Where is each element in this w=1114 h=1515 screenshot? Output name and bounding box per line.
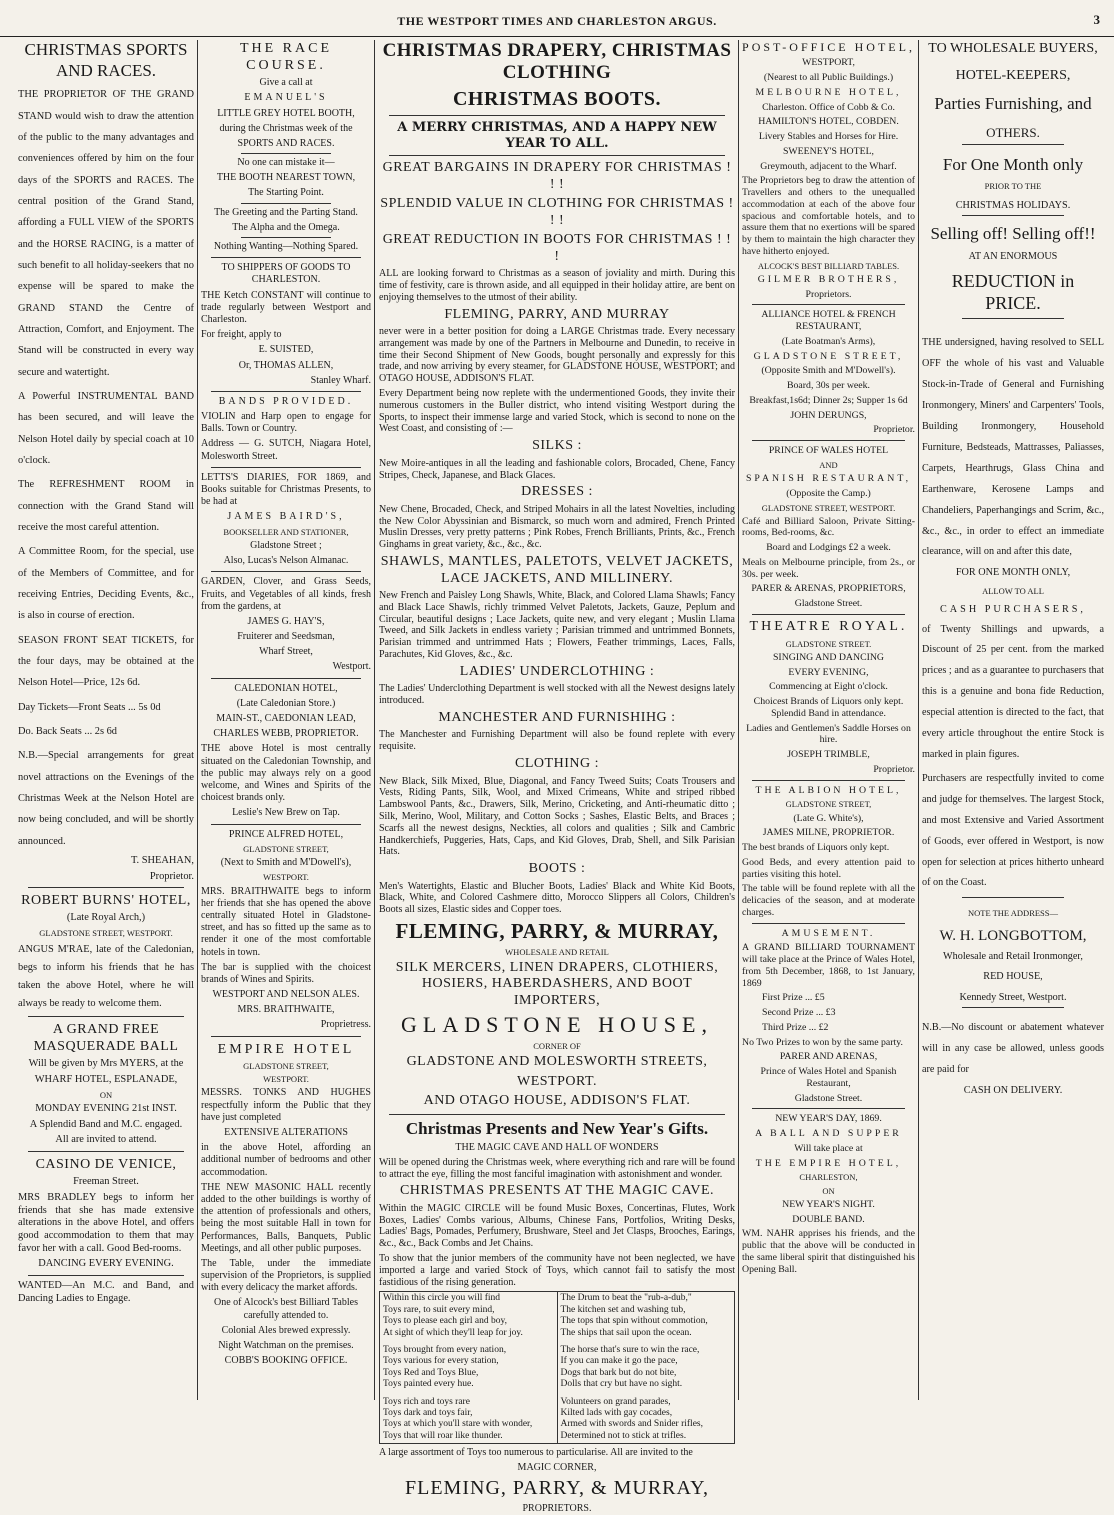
ad-text: THE above Hotel is most centrally situated on the Caledonian Township, and the public may always rely on a good welcome, and Wines and Spirits of the choicest brands only. — [201, 743, 371, 804]
ad-text: Café and Billiard Saloon, Private Sitting-rooms, Bed-rooms, &c. — [742, 515, 915, 539]
signature-title: Proprietor. — [149, 870, 194, 882]
section-heading: MANCHESTER AND FURNISHIHG : — [438, 709, 676, 725]
ad-text: WANTED—An M.C. and Band, and Dancing Ladies to Engage. — [18, 1280, 194, 1304]
ad-line: ALCOCK'S BEST BILLIARD TABLES. — [757, 260, 900, 271]
article-text: New Chene, Brocaded, Check, and Striped Mohairs in all the latest Novelties, including the New Color Abyssinian and Bismarck, so much worn and admired, French Printed Muslin Dresses, very pretty patterns ; Pink Robes, French Brilliants, Prints, &c., French Ginghams in great variety, &c., &c., &c. — [379, 503, 735, 551]
divider — [28, 1275, 184, 1276]
ad-line: NOTE THE ADDRESS— — [967, 908, 1059, 919]
ad-heading: THEATRE ROYAL. — [749, 618, 908, 634]
poem-line: Toys rare, to suit every mind, — [383, 1304, 495, 1315]
ad-line: The Starting Point. — [248, 187, 324, 199]
headline: A MERRY CHRISTMAS, AND A HAPPY NEW YEAR TO ALL. — [397, 120, 717, 151]
ad-line: No one can mistake it— — [237, 157, 335, 169]
ad-heading: SWEENEY'S HOTEL, — [782, 145, 874, 157]
ad-line: Board, 30s per week. — [787, 380, 870, 392]
divider — [211, 467, 361, 468]
ad-heading: AMUSEMENT. — [781, 927, 876, 939]
column-rule — [918, 40, 919, 1400]
ad-heading: A GRAND FREE MASQUERADE BALL — [33, 1022, 179, 1055]
ad-text: MRS. BRAITHWAITE begs to inform her friends that she has opened the above centrally situated Hotel in Gladstone-street, and has so fitted up the same as to render it one of the most comfortable hotels in town. — [201, 885, 371, 958]
poem-line: Kilted lads with gay cocades, — [560, 1407, 673, 1418]
ad-line: (Opposite Smith and M'Dowell's). — [761, 365, 896, 377]
ad-text: Meals on Melbourne principle, from 2s., or 30s. per week. — [742, 556, 915, 580]
poem-line: The ships that sail upon the ocean. — [560, 1327, 692, 1338]
article-text: New French and Paisley Long Shawls, White, Black, and Colored Llama Shawls; Fancy and Black Lace Shawls, richly trimmed Velvet Paletots, Jackets, Gauze, Peplum and Circular, beautiful designs ; Lace Jackets, quite new, and very elegant ; Muslin Llama Tweed, and Silk Jackets in endless variety ; Parisian trimmed and untrimmed Bonnets, Parisian trimmed and untrimmed Hats ; Flowers, Feather trimmings, Laces, Falls, Parachutes, Kid Gloves, &c., &c. — [379, 590, 735, 661]
firm-name: FLEMING, PARRY, AND MURRAY — [444, 306, 670, 322]
ad-line: Wholesale and Retail Ironmonger, — [943, 951, 1083, 962]
ad-line: Stanley Wharf. — [310, 374, 371, 386]
ad-heading: BANDS PROVIDED. — [218, 395, 354, 407]
ad-line: For freight, apply to — [201, 329, 282, 341]
ad-text: The Table, under the immediate supervision of the Proprietors, is supplied with every delicacy the market affords. — [201, 1257, 371, 1294]
section-heading: CHRISTMAS PRESENTS AT THE MAGIC CAVE. — [399, 1183, 715, 1199]
ad-line: Charleston. Office of Cobb & Co. — [762, 101, 895, 113]
ad-text: WM. NAHR apprises his friends, and the public that the above will be conducted in the same liberal spirit that distinguished his Opening Ball. — [742, 1228, 915, 1275]
divider — [962, 144, 1064, 145]
ad-line: GILMER BROTHERS, — [757, 273, 900, 285]
ad-line: The Alpha and the Omega. — [232, 221, 340, 233]
article-text: Will be opened during the Christmas week, where everything rich and rare will be found to attract the eye, filling the most fanciful imagination with astonishment and wonder. — [379, 1156, 735, 1180]
ad-line: Commencing at Eight o'clock. — [769, 681, 888, 693]
ad-text: of Twenty Shillings and upwards, a Discount of 25 per cent. from the marked prices ; and as a guarantee to purchasers that this is a genuine and bona fide Reduction, especial attention is directed to the fact, that every article throughout the entire Stock is marked in plain figures. — [922, 623, 1104, 760]
firm-address: GLADSTONE HOUSE, — [401, 1012, 713, 1038]
grand-stand-ad — [18, 84, 194, 851]
column-4 — [740, 38, 917, 1400]
ad-heading: PRINCE ALFRED HOTEL, — [228, 828, 344, 840]
article-text: New Moire-antiques in all the leading and fashionable colors, Brocaded, Chene, Fancy Stripes, Check, Japanese, and Black Glaces. — [379, 457, 735, 481]
divider — [28, 1151, 184, 1152]
divider — [211, 1036, 361, 1037]
divider — [211, 571, 361, 572]
column-2 — [199, 38, 373, 1400]
divider — [211, 824, 361, 825]
article-text: Do. Back Seats ... 2s 6d — [18, 725, 117, 737]
ad-line: GLADSTONE STREET, — [243, 1060, 329, 1071]
headline: Christmas Presents and New Year's Gifts. — [405, 1118, 709, 1138]
ad-heading: MELBOURNE HOTEL, — [755, 86, 902, 98]
ad-line: Wharf Street, — [259, 646, 313, 658]
ad-text: Choicest Brands of Liquors only kept. Splendid Band in attendance. — [753, 696, 904, 719]
ad-line: (Opposite the Camp.) — [786, 487, 871, 499]
column-rule — [374, 40, 375, 1400]
ad-heading: NEW YEAR'S DAY, 1869. — [775, 1113, 882, 1125]
ad-line: Night Watchman on the premises. — [218, 1340, 354, 1352]
ad-text: THE NEW MASONIC HALL recently added to the other buildings is worthy of the attention of professionals and others, being the most suitable Hall in town for Performances, Balls, Banquets, Public Meetings, and all other public purposes. — [201, 1181, 371, 1254]
ad-line: GLADSTONE STREET, — [785, 799, 872, 810]
ad-text: in the above Hotel, affording an additional number of bedrooms and other accommodation. — [201, 1142, 371, 1178]
ad-line: Proprietors. — [805, 288, 852, 300]
ad-heading: CASINO DE VENICE, — [35, 1157, 177, 1173]
divider — [389, 155, 725, 156]
ad-line: Nothing Wanting—Nothing Spared. — [213, 241, 359, 253]
headline: GREAT BARGAINS IN DRAPERY FOR CHRISTMAS ! ! ! — [382, 160, 732, 192]
ad-text: Purchasers are respectfully invited to come and judge for themselves. The largest Stock, and most Extensive and Varied Assortment of Goods, ever offered in Westport, is now open for selection at prices hitherto unheard of on the Coast. — [922, 772, 1104, 889]
ad-line: Fruiterer and Seedsman, — [237, 631, 335, 643]
ad-text: Good Beds, and every attention paid to parties visiting this hotel. — [742, 856, 915, 880]
poem-line: Toys dark and toys fair, — [383, 1407, 473, 1418]
section-heading: BOOTS : — [528, 861, 586, 877]
ad-heading: TO WHOLESALE BUYERS, — [928, 41, 1098, 56]
ad-line: WHOLESALE AND RETAIL — [505, 946, 609, 957]
article-text: never were in a better position for doing a LARGE Christmas trade. Every necessary arrangement was made by one of the Partners in Melbourne and Dunedin, to receive in time their Second Shipment of New Goods, bought personally and expressly for this trade, and now arriving by every steamer, for GLADSTONE HOUSE, WESTPORT; and OTAGO HOUSE, ADDISON'S FLAT. — [379, 326, 735, 385]
ad-heading: TO SHIPPERS OF GOODS TO CHARLESTON. — [221, 262, 351, 286]
newspaper-title: THE WESTPORT TIMES AND CHARLESTON ARGUS. — [397, 14, 717, 28]
divider — [752, 1108, 905, 1109]
poem-line: The horse that's sure to win the race, — [560, 1345, 700, 1356]
article-text: The Manchester and Furnishing Department will also be found replete with every requisite. — [379, 729, 735, 753]
ad-line: EMANUEL'S — [244, 92, 328, 104]
article-text: Every Department being now replete with the undermentioned Goods, they invite their numerous customers in the Buller district, who intend visiting Westport during the Sports, to inspect their immense large and varied Stock, which is second to none on the West Coast, and consisting of :— — [379, 388, 735, 435]
ad-line: Proprietor. — [873, 424, 915, 436]
divider — [389, 115, 725, 116]
poem-line: Toys Red and Toys Blue, — [383, 1367, 479, 1378]
section-heading: SILKS : — [532, 438, 582, 454]
ad-line: CASH ON DELIVERY. — [963, 1085, 1063, 1097]
headline: GREAT REDUCTION IN BOOTS FOR CHRISTMAS ! ! ! — [382, 232, 732, 264]
ad-line: The Greeting and the Parting Stand. — [214, 206, 358, 218]
ad-line: PARER & ARENAS, PROPRIETORS, — [751, 583, 906, 595]
ad-line: CHARLESTON, — [799, 1172, 858, 1183]
ad-line: One of Alcock's best Billiard Tables carefully attended to. — [214, 1297, 358, 1321]
ad-line: MONDAY EVENING 21st INST. — [35, 1103, 177, 1115]
ad-line: Livery Stables and Horses for Hire. — [758, 131, 899, 143]
ad-line: CORNER OF — [533, 1041, 581, 1052]
divider — [241, 153, 331, 154]
ad-line: GLADSTONE STREET, WESTPORT. — [39, 928, 173, 939]
ad-line: NEW YEAR'S NIGHT. — [782, 1198, 875, 1210]
ad-line: Freeman Street. — [73, 1176, 139, 1188]
article-text: The REFRESHMENT ROOM in connection with the Grand Stand will receive the most careful attention. — [18, 479, 194, 534]
ad-line: PARER AND ARENAS, — [779, 1051, 878, 1063]
ad-text: GARDEN, Clover, and Grass Seeds, Fruits, and Vegetables of all kinds, fresh from the gardens, at — [201, 576, 371, 612]
ad-line: PRIOR TO THE — [984, 181, 1042, 192]
poem-line: Toys that will roar like thunder. — [383, 1430, 503, 1441]
ad-line: Gladstone Street. — [794, 598, 863, 610]
ad-line: (Late Caledonian Store.) — [236, 697, 336, 709]
ad-line: Colonial Ales brewed expressly. — [221, 1324, 351, 1336]
ad-line: SINGING AND DANCING — [772, 651, 885, 663]
poem-right — [558, 1292, 735, 1443]
ad-line: GLADSTONE STREET. — [785, 638, 872, 649]
poem-line: If you can make it go the pace, — [560, 1356, 678, 1367]
ad-text: The table will be found replete with all the delicacies of the season, and at moderate charges. — [742, 883, 915, 918]
ad-heading: HAMILTON'S HOTEL, COBDEN. — [758, 116, 899, 128]
ad-line: Board and Lodgings £2 a week. — [766, 542, 891, 554]
ad-heading: OTHERS. — [986, 124, 1040, 140]
ad-heading: For One Month only — [942, 154, 1084, 174]
ad-line: JAMES BAIRD'S, — [227, 511, 345, 523]
ad-line: THE EMPIRE HOTEL, — [755, 1157, 902, 1169]
headline: CHRISTMAS BOOTS. — [452, 87, 662, 110]
section-heading: SHAWLS, MANTLES, PALETOTS, VELVET JACKETS, LACE JACKETS, AND MILLINERY. — [380, 554, 734, 586]
ad-text: Ladies and Gentlemen's Saddle Horses on hire. — [746, 722, 911, 746]
ad-line: Breakfast,1s6d; Dinner 2s; Supper 1s 6d — [749, 394, 908, 406]
ad-line: ON — [822, 1185, 835, 1196]
ad-line: Proprietress. — [320, 1019, 371, 1031]
ad-line: THE BOOTH NEAREST TOWN, — [216, 172, 356, 184]
article-text: SEASON FRONT SEAT TICKETS, for the four days, may be obtained at the Nelson Hotel—Price, 12s 6d. — [18, 634, 194, 689]
section-heading: DRESSES : — [521, 484, 593, 500]
signature: T. SHEAHAN, — [130, 854, 194, 866]
ad-line: EVERY EVENING, — [788, 666, 869, 678]
ad-line: JAMES G. HAY'S, — [247, 615, 325, 627]
ad-line: A Splendid Band and M.C. engaged. — [29, 1118, 183, 1130]
ad-line: Greymouth, adjacent to the Wharf. — [760, 160, 897, 172]
prize-line: Second Prize ... £3 — [762, 1007, 836, 1019]
ad-line: RED HOUSE, — [983, 971, 1043, 983]
poem-left — [380, 1292, 558, 1443]
ad-line: BOOKSELLER AND STATIONER, — [223, 526, 349, 537]
poem-line: The kitchen set and washing tub, — [560, 1304, 686, 1315]
headline: CHRISTMAS SPORTS AND RACES. — [24, 40, 188, 80]
headline: SPLENDID VALUE IN CLOTHING FOR CHRISTMAS ! ! ! — [380, 196, 734, 228]
ad-line: GLADSTONE STREET, — [243, 843, 329, 854]
ad-line: Westport. — [332, 661, 371, 673]
divider — [241, 237, 331, 238]
poem-line: Dogs that bark but do not bite, — [560, 1367, 677, 1378]
article-text: Within the MAGIC CIRCLE will be found Music Boxes, Concertinas, Flutes, Work Boxes, Ladies' Combs various, Albums, Chinese Fans, Portfolios, Writing Desks, Ladies' Bags, Pomades, Perfumery, Brushware, Steel and Jet Clasps, Brooches, Earings, &c., &c., Back Combs and Jet Chains. — [379, 1202, 735, 1250]
ad-line: (Next to Smith and M'Dowell's), — [220, 857, 352, 869]
ad-line: WESTPORT. — [263, 1074, 309, 1085]
divider — [211, 257, 361, 258]
article-text: THE PROPRIETOR OF THE GRAND STAND would wish to draw the attention of the public to the many advantages and conveniences offered by him on the four days of the SPORTS and RACES. The central position of the Grand Stand, affording a FULL VIEW of the SPORTS and the HORSE RACING, is a matter of such benefit to all holiday-seekers that no expense will be spared to make the GRAND STAND the Centre of Attraction, Comfort, and Enjoyment. The Stand will be constructed in every way secure and watertight. — [18, 89, 194, 378]
ad-line: AND OTAGO HOUSE, ADDISON'S FLAT. — [423, 1093, 691, 1109]
divider — [962, 1007, 1064, 1008]
ad-line: GLADSTONE STREET, — [753, 350, 904, 362]
ad-line: WESTPORT. — [516, 1073, 597, 1089]
ad-line: THE MAGIC CAVE AND HALL OF WONDERS — [455, 1141, 659, 1153]
article-text: N.B.—Special arrangements for great novel attractions on the Evenings of the Christmas Week at the Nelson Hotel are now being concluded, and will be shortly announced. — [18, 750, 194, 847]
ad-line: CHARLES WEBB, PROPRIETOR. — [213, 728, 359, 740]
ad-text: THE undersigned, having resolved to SELL OFF the whole of his vast and Valuable Stock-in-Trade of General and Furnishing Ironmongery, Miners' and Carpenters' Tools, Building Ironmongery, Household Furniture, Bedsteads, Mattrasses, Paliasses, Carpets, Hearthrugs, Glass China and Earthenware, Kerosene Lamps and Chandeliers, Paperhangings and Scrim, &c., &c., &c., in order to effect an immediate clearance, will on and after this date, — [922, 337, 1104, 558]
ad-line: ON — [99, 1089, 113, 1100]
column-rule — [197, 40, 198, 1400]
article-text: Day Tickets—Front Seats ... 5s 0d — [18, 701, 161, 713]
article-text: New Black, Silk Mixed, Blue, Diagonal, and Fancy Tweed Suits; Coats Trousers and Vests, Riding Pants, Silk, Wool, and Mixed Crimeans, White and striped ribbed Lambswool Pants, &c., Drawers, Silk, Merino, Cricketing, and Anti-rheumatic ditto ; Silk, Merino, Wool, Military, and Cotton Socks ; Sashes, Elastic Belts, and Braces ; Scarfs all the newest designs, Neckties, all colors and qualities ; Silk and Cambric Handkerchiefs, Puggeries, Hats, Caps, and Kid Gloves, Drab, Shell, and Silk Parisian Hats. — [379, 775, 735, 858]
ad-line: Will take place at — [794, 1142, 863, 1154]
ad-line: (Late Royal Arch,) — [66, 912, 146, 924]
poem-line: Toys painted every hue. — [383, 1379, 474, 1390]
column-1 — [16, 38, 196, 1400]
ad-line: JOHN DERUNGS, — [790, 409, 867, 421]
ad-line: CHRISTMAS HOLIDAYS. — [955, 199, 1071, 211]
ad-line: AT AN ENORMOUS — [968, 251, 1058, 263]
poem-line: The Drum to beat the "rub-a-dub," — [560, 1293, 692, 1304]
article-text: A Powerful INSTRUMENTAL BAND has been secured, and will leave the Nelson Hotel daily by special coach at 10 o'clock. — [18, 391, 194, 467]
ad-line: (Nearest to all Public Buildings.) — [763, 72, 894, 84]
ad-line: Give a call at — [259, 77, 313, 89]
ad-text: MRS BRADLEY begs to inform her friends that she has made extensive alterations in the above Hotel, and offers good accommodation to them that may favor her with a call. Good Bed-rooms. — [18, 1191, 194, 1254]
ad-line: ALLOW TO ALL — [982, 585, 1044, 596]
ad-line: WHARF HOTEL, ESPLANADE, — [34, 1074, 178, 1086]
ad-line: Leslie's New Brew on Tap. — [232, 807, 340, 819]
article-text: A large assortment of Toys too numerous to particularise. All are invited to the — [379, 1447, 693, 1459]
ad-line: SPORTS AND RACES. — [237, 137, 335, 149]
ad-heading: Selling off! Selling off!! — [930, 224, 1096, 244]
ad-text: VIOLIN and Harp open to engage for Balls. Town or Country. — [201, 411, 371, 435]
poem-line: Toys at which you'll stare with wonder, — [383, 1419, 533, 1430]
ad-line: Proprietor. — [873, 763, 915, 775]
divider — [752, 440, 905, 441]
ad-line: DANCING EVERY EVENING. — [38, 1258, 174, 1270]
poem-line: The tops that spin without commotion, — [560, 1316, 708, 1327]
ad-line: COBB'S BOOKING OFFICE. — [224, 1355, 348, 1367]
ad-line: (Late Boatman's Arms), — [781, 335, 876, 347]
ad-heading: THE ALBION HOTEL, — [755, 784, 902, 796]
poem-line: Armed with swords and Snider rifles, — [560, 1419, 703, 1430]
poem-line: Within this circle you will find — [383, 1293, 501, 1304]
column-rule — [738, 40, 739, 1400]
ad-line: (Late G. White's), — [793, 812, 864, 824]
divider — [962, 215, 1064, 216]
divider — [28, 887, 184, 888]
ad-text: LETTS'S DIARIES, FOR 1869, and Books suitable for Christmas Presents, to be had at — [201, 471, 371, 508]
ad-line: CASH PURCHASERS, — [940, 604, 1086, 616]
ad-line: All are invited to attend. — [55, 1134, 157, 1146]
ad-line: MRS. BRAITHWAITE, — [237, 1004, 335, 1016]
ad-line: EXTENSIVE ALTERATIONS — [224, 1127, 348, 1139]
poem-line: Volunteers on grand parades, — [560, 1396, 671, 1407]
prize-line: First Prize ... £5 — [762, 992, 825, 1004]
page-header — [0, 0, 1114, 37]
ad-line: FOR ONE MONTH ONLY, — [955, 567, 1071, 579]
divider — [752, 923, 905, 924]
ad-line: GLADSTONE AND MOLESWORTH STREETS, — [406, 1054, 708, 1070]
article-text: ALL are looking forward to Christmas as a season of joviality and mirth. During this time of festivity, care is thrown aside, and all equipped in their holiday attire, are bent on enjoying themselves to the utmost of their ability. — [379, 268, 735, 303]
ad-line: GLADSTONE STREET, WESTPORT. — [761, 502, 896, 513]
ad-line: WESTPORT. — [263, 872, 309, 883]
poem-line: Dolls that cry but have no sight. — [560, 1379, 683, 1390]
ad-line: AND — [819, 459, 838, 470]
ad-line: LITTLE GREY HOTEL BOOTH, — [217, 107, 355, 119]
ad-text: ANGUS M'RAE, late of the Caledonian, begs to inform his friends that he has taken the above Hotel, where he will always be ready to welcome them. — [18, 944, 194, 1009]
divider — [241, 203, 331, 204]
divider — [211, 391, 361, 392]
divider — [962, 318, 1064, 319]
ad-line: Gladstone Street ; — [250, 539, 322, 551]
poem-line: Toys to please each girl and boy, — [383, 1316, 508, 1327]
column-3 — [377, 38, 737, 1515]
article-text: Men's Watertights, Elastic and Blucher Boots, Ladies' Black and White Kid Boots, Black, White, and Colored Cashmere ditto, Morocco Slippers all Colors, Children's Boots all sizes, Elastic sides and Copper toes. — [379, 880, 735, 916]
divider — [211, 678, 361, 679]
article-text: A Committee Room, for the special, use of the Members of Committee, and for receiving Entries, Deciding Events, &c., is also in course of erection. — [18, 546, 194, 622]
ad-text: The best brands of Liquors only kept. — [742, 842, 890, 854]
ad-text: N.B.—No discount or abatement whatever will in any case be allowed, unless goods are paid for — [922, 1022, 1104, 1076]
ad-line: WESTPORT AND NELSON ALES. — [212, 989, 360, 1001]
article-text: To show that the junior members of the community have not been neglected, we have imported a large and varied Stock of Toys, which cannot fail to satisfy the most fastidious of the rising generation. — [379, 1253, 735, 1288]
ad-line: Will be given by Mrs MYERS, at the — [28, 1058, 184, 1070]
ad-line: A BALL AND SUPPER — [755, 1128, 902, 1140]
ad-line: MAGIC CORNER, — [517, 1461, 597, 1473]
divider — [28, 1016, 184, 1017]
ad-heading: EMPIRE HOTEL — [217, 1041, 355, 1057]
ad-line: E. SUISTED, — [258, 344, 314, 356]
ad-line: SILK MERCERS, LINEN DRAPERS, CLOTHIERS, HOSIERS, HABERDASHERS, AND BOOT IMPORTERS, — [395, 959, 719, 1008]
ad-text: The Proprietors beg to draw the attention of Travellers and others to the unequalled accommodation at each of the above four spacious and comfortable hotels, and to assure them that no exertions will be spared by them to maintain the high character they have hitherto enjoyed. — [742, 175, 915, 257]
ad-heading: ALLIANCE HOTEL & FRENCH RESTAURANT, — [761, 309, 896, 333]
divider — [752, 614, 905, 615]
ad-line: Kennedy Street, Westport. — [959, 991, 1067, 1003]
ad-heading: ROBERT BURNS' HOTEL, — [21, 893, 191, 909]
column-5 — [920, 38, 1106, 1400]
section-heading: LADIES' UNDERCLOTHING : — [459, 663, 655, 679]
poem-line: Toys various for every station, — [383, 1356, 499, 1367]
section-heading: CLOTHING : — [515, 756, 599, 772]
ad-heading: POST-OFFICE HOTEL, — [742, 40, 915, 54]
divider — [752, 304, 905, 305]
ad-heading: PRINCE OF WALES HOTEL — [768, 445, 889, 457]
ad-heading: THE RACE COURSE. — [239, 41, 333, 74]
ad-heading: CALEDONIAN HOTEL, — [234, 682, 338, 694]
divider — [389, 1114, 725, 1115]
ad-text: THE Ketch CONSTANT will continue to trade regularly between Westport and Charleston. — [201, 289, 371, 325]
ad-line: PROPRIETORS. — [522, 1503, 592, 1515]
prize-line: Third Prize ... £2 — [762, 1021, 829, 1033]
ad-heading: Parties Furnishing, and — [934, 94, 1092, 114]
ad-text: No Two Prizes to won by the same party. — [742, 1036, 903, 1048]
divider — [752, 780, 905, 781]
poem-line: Toys brought from every nation, — [383, 1345, 507, 1356]
article-text: The Ladies' Underclothing Department is well stocked with all the Newest designs lately introduced. — [379, 683, 735, 707]
ad-text: The bar is supplied with the choicest brands of Wines and Spirits. — [201, 961, 371, 985]
ad-heading: W. H. LONGBOTTOM, — [939, 927, 1087, 944]
ad-line: DOUBLE BAND. — [792, 1213, 865, 1225]
ad-line: WESTPORT, — [802, 57, 855, 69]
ad-line: Gladstone Street. — [794, 1092, 863, 1104]
ad-line: SPANISH RESTAURANT, — [745, 473, 912, 485]
poem-line: Determined not to stick at trifles. — [560, 1430, 687, 1441]
page-number: 3 — [1093, 12, 1100, 27]
ad-heading: HOTEL-KEEPERS, — [955, 68, 1071, 84]
ad-line: Also, Lucas's Nelson Almanac. — [223, 555, 349, 567]
ad-line: Or, THOMAS ALLEN, — [238, 359, 334, 371]
ad-text: MESSRS. TONKS AND HUGHES respectfully inform the Public that they have just completed — [201, 1087, 371, 1123]
poem-line: At sight of which they'll leap for joy. — [383, 1327, 523, 1338]
poem-line: Toys rich and toys rare — [383, 1396, 470, 1407]
firm-name: FLEMING, PARRY, & MURRAY, — [395, 919, 719, 944]
ad-line: JOSEPH TRIMBLE, — [787, 749, 870, 761]
ad-text: A GRAND BILLIARD TOURNAMENT will take place at the Prince of Wales Hotel, from 5th December, 1868, to 1st January, 1869 — [742, 942, 915, 989]
ad-line: JAMES MILNE, PROPRIETOR. — [762, 827, 895, 839]
ad-line: MAIN-ST., CAEDONIAN LEAD, — [216, 713, 356, 725]
headline: CHRISTMAS DRAPERY, CHRISTMAS CLOTHING — [382, 40, 732, 84]
ad-heading: REDUCTION in PRICE. — [951, 271, 1075, 314]
ad-line: Prince of Wales Hotel and Spanish Restaurant, — [760, 1066, 897, 1089]
divider — [962, 897, 1064, 898]
ad-text: Address — G. SUTCH, Niagara Hotel, Molesworth Street. — [201, 438, 371, 462]
ad-line: during the Christmas week of the — [219, 122, 353, 134]
firm-name: FLEMING, PARRY, & MURRAY, — [405, 1476, 709, 1499]
toy-poem — [379, 1291, 735, 1444]
